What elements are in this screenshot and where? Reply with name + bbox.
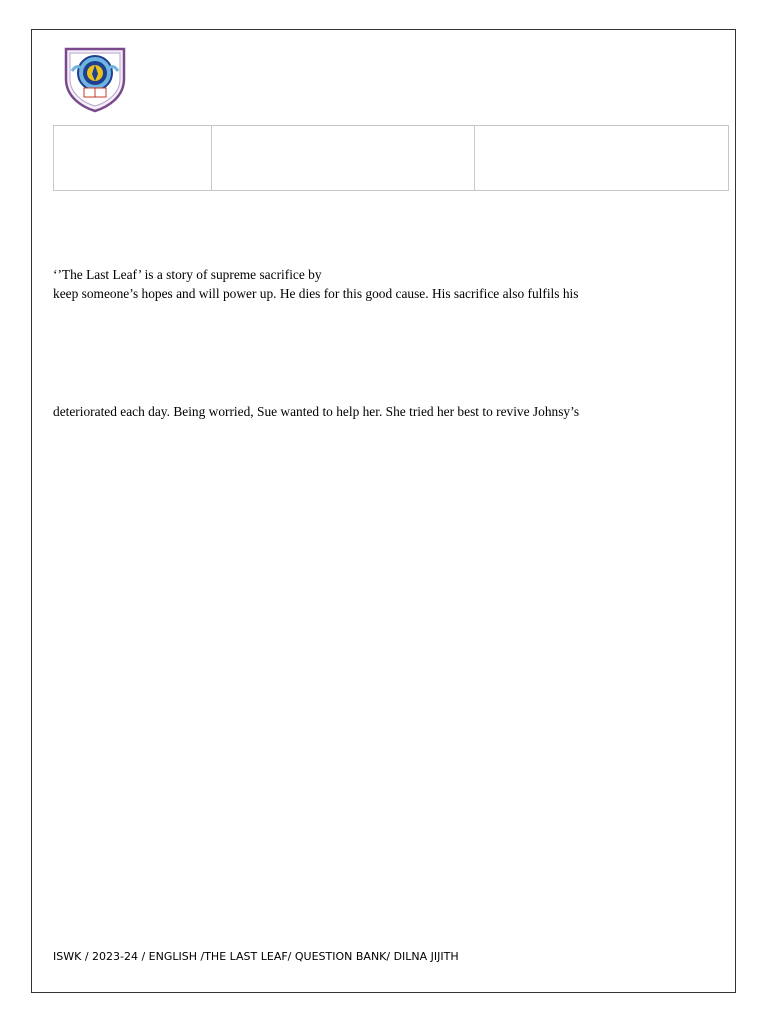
school-crest-icon xyxy=(60,43,130,113)
body-text-line: ‘’The Last Leaf’ is a story of supreme sacrifice by xyxy=(53,267,322,282)
header-table-row xyxy=(54,126,729,191)
document-page xyxy=(31,29,736,993)
header-table-cell xyxy=(54,126,212,191)
body-text-line: deteriorated each day. Being worried, Sue wanted to help her. She tried her best to revive Johnsy’s xyxy=(53,404,580,419)
body-text-line: keep someone’s hopes and will power up. He dies for this good cause. His sacrifice also fulfils his xyxy=(53,286,579,301)
header-table-cell xyxy=(212,126,475,191)
header-table-cell xyxy=(475,126,729,191)
page-footer: ISWK / 2023-24 / ENGLISH /THE LAST LEAF/ QUESTION BANK/ DILNA JIJITH xyxy=(53,950,459,963)
header-table xyxy=(53,125,729,191)
